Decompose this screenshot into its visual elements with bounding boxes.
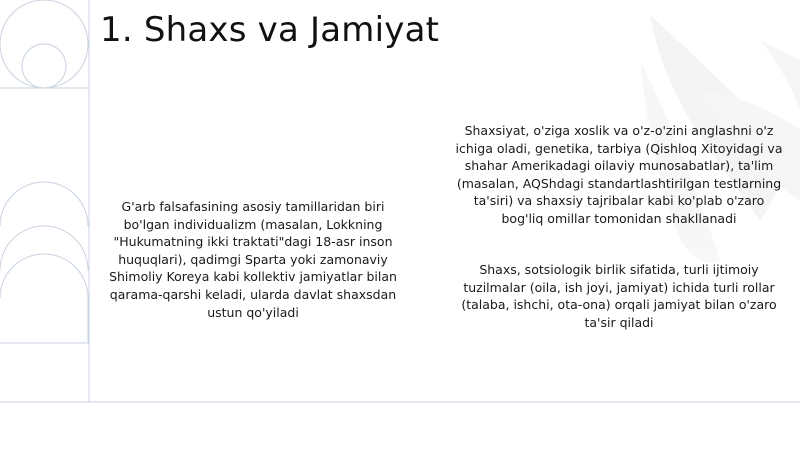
slide-title: 1. Shaxs va Jamiyat: [100, 10, 440, 50]
arch-outer: [0, 254, 88, 343]
circle-small: [22, 44, 66, 88]
arch-middle: [0, 226, 88, 270]
left-text-block: G'arb falsafasining asosiy tamillaridan biri bo'lgan individualizm (masalan, Lokkning "Hukumatning ikki traktati"dagi 18-asr inson huquqlari), qadimgi Sparta yoki zamonaviy Shimoliy Koreya kabi kollektiv jamiyatlar bilan qarama-qarshi keladi, ularda davlat shaxsdan ustun qo'yiladi: [109, 199, 397, 320]
arch-inner: [0, 182, 88, 226]
right-text-block-2: Shaxs, sotsiologik birlik sifatida, turli ijtimoiy tuzilmalar (oila, ish joyi, jamiyat) ichida turli rollar (talaba, ishchi, ota-ona) orqali jamiyat bilan o'zaro ta'sir qiladi: [461, 262, 777, 330]
right-text-block-1: Shaxsiyat, o'ziga xoslik va o'z-o'zini anglashni o'z ichiga oladi, genetika, tarbiya (Qishloq Xitoyidagi va shahar Amerikadagi oilaviy munosabatlar), ta'lim (masalan, AQShdagi standartlashtirilgan testlarning ta'siri) va shaxsiy tajribalar kabi ko'plab o'zaro bog'liq omillar tomonidan shakllanadi: [455, 123, 783, 226]
